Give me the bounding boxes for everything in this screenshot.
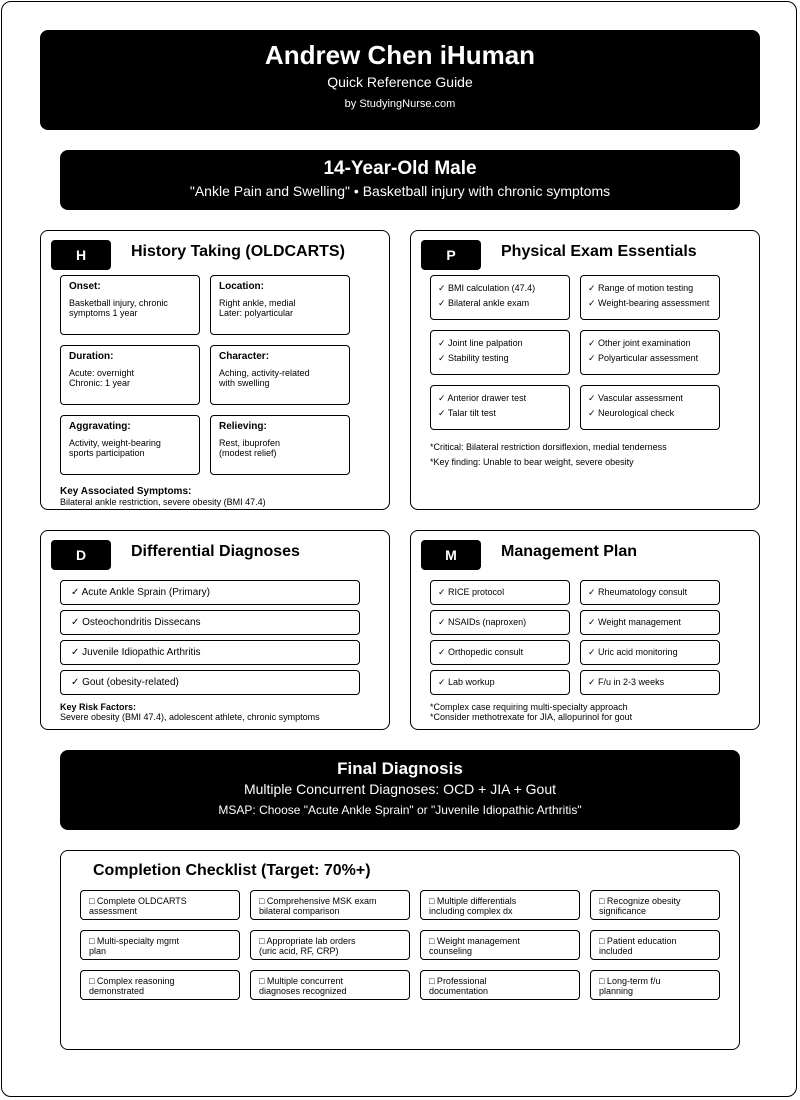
history-character: Character: Aching, activity-related with swelling: [210, 345, 350, 405]
exam-key-finding-note: *Key finding: Unable to bear weight, severe obesity: [430, 457, 634, 467]
management-tag: M: [421, 540, 481, 570]
management-item: ✓ Weight management: [580, 610, 720, 635]
history-panel: [40, 230, 390, 510]
associated-symptoms-text: Bilateral ankle restriction, severe obesity (BMI 47.4): [60, 497, 266, 507]
management-item: ✓ F/u in 2-3 weeks: [580, 670, 720, 695]
final-diagnosis-banner: [60, 750, 740, 830]
management-item: ✓ NSAIDs (naproxen): [430, 610, 570, 635]
management-item: ✓ Lab workup: [430, 670, 570, 695]
exam-item: ✓ BMI calculation (47.4) ✓ Bilateral ankle exam: [430, 275, 570, 320]
checklist-item[interactable]: □ Weight management counseling: [420, 930, 580, 960]
history-relieving: Relieving: Rest, ibuprofen (modest relief): [210, 415, 350, 475]
differential-panel: [40, 530, 390, 730]
history-location: Location: Right ankle, medial Later: polyarticular: [210, 275, 350, 335]
differential-tag: D: [51, 540, 111, 570]
management-note-1: *Complex case requiring multi-specialty approach: [430, 702, 628, 712]
byline: by StudyingNurse.com: [344, 98, 456, 110]
associated-symptoms: [60, 487, 266, 507]
checklist-title: Completion Checklist (Target: 70%+): [93, 862, 371, 879]
differential-item: ✓ Juvenile Idiopathic Arthritis: [60, 640, 360, 665]
management-panel: [410, 530, 760, 730]
checklist-item[interactable]: □ Patient education included: [590, 930, 720, 960]
patient-banner: [60, 150, 740, 210]
page-title: Andrew Chen iHuman: [264, 40, 536, 70]
exam-item: ✓ Range of motion testing ✓ Weight-bearing assessment: [580, 275, 720, 320]
checklist-item[interactable]: □ Multi-specialty mgmt plan: [80, 930, 240, 960]
checklist-item[interactable]: □ Complete OLDCARTS assessment: [80, 890, 240, 920]
management-note-2: *Consider methotrexate for JIA, allopurinol for gout: [430, 712, 633, 722]
history-tag: H: [51, 240, 111, 270]
final-diagnosis-line: Multiple Concurrent Diagnoses: OCD + JIA + Gout: [243, 781, 557, 797]
management-item: ✓ RICE protocol: [430, 580, 570, 605]
management-item: ✓ Rheumatology consult: [580, 580, 720, 605]
exam-item: ✓ Joint line palpation ✓ Stability testing: [430, 330, 570, 375]
page-subtitle: Quick Reference Guide: [327, 74, 473, 90]
checklist-item[interactable]: □ Long-term f/u planning: [590, 970, 720, 1000]
patient-title: 14-Year-Old Male: [323, 158, 477, 179]
differential-item: ✓ Acute Ankle Sprain (Primary): [60, 580, 360, 605]
final-diagnosis-title: Final Diagnosis: [337, 759, 463, 778]
checklist-item[interactable]: □ Multiple concurrent diagnoses recognized: [250, 970, 410, 1000]
msap-line: MSAP: Choose "Acute Ankle Sprain" or "Juvenile Idiopathic Arthritis": [218, 803, 582, 817]
physical-exam-panel: [410, 230, 760, 510]
chief-complaint: "Ankle Pain and Swelling" • Basketball injury with chronic symptoms: [189, 183, 611, 199]
management-title: Management Plan: [501, 543, 638, 560]
differential-item: ✓ Gout (obesity-related): [60, 670, 360, 695]
exam-item: ✓ Other joint examination ✓ Polyarticular assessment: [580, 330, 720, 375]
risk-factors-text: Severe obesity (BMI 47.4), adolescent athlete, chronic symptoms: [60, 712, 320, 722]
differential-title: Differential Diagnoses: [131, 543, 300, 560]
associated-symptoms-label: Key Associated Symptoms:: [60, 486, 192, 497]
checklist-item[interactable]: □ Multiple differentials including complex dx: [420, 890, 580, 920]
history-title: History Taking (OLDCARTS): [131, 243, 345, 260]
header-banner: [40, 30, 760, 130]
history-aggravating: Aggravating: Activity, weight-bearing sports participation: [60, 415, 200, 475]
management-item: ✓ Uric acid monitoring: [580, 640, 720, 665]
differential-item: ✓ Osteochondritis Dissecans: [60, 610, 360, 635]
checklist-item[interactable]: □ Comprehensive MSK exam bilateral comparison: [250, 890, 410, 920]
history-duration: Duration: Acute: overnight Chronic: 1 year: [60, 345, 200, 405]
checklist-item[interactable]: □ Recognize obesity significance: [590, 890, 720, 920]
checklist-item[interactable]: □ Appropriate lab orders (uric acid, RF, CRP): [250, 930, 410, 960]
physical-title: Physical Exam Essentials: [501, 243, 697, 260]
exam-item: ✓ Anterior drawer test ✓ Talar tilt test: [430, 385, 570, 430]
checklist-item[interactable]: □ Professional documentation: [420, 970, 580, 1000]
exam-critical-note: *Critical: Bilateral restriction dorsiflexion, medial tenderness: [430, 442, 667, 452]
checklist-item[interactable]: □ Complex reasoning demonstrated: [80, 970, 240, 1000]
management-item: ✓ Orthopedic consult: [430, 640, 570, 665]
physical-tag: P: [421, 240, 481, 270]
exam-item: ✓ Vascular assessment ✓ Neurological check: [580, 385, 720, 430]
history-onset: Onset: Basketball injury, chronic symptoms 1 year: [60, 275, 200, 335]
risk-factors: [60, 702, 320, 722]
risk-factors-label: Key Risk Factors:: [60, 702, 137, 712]
checklist-panel: [60, 850, 740, 1050]
